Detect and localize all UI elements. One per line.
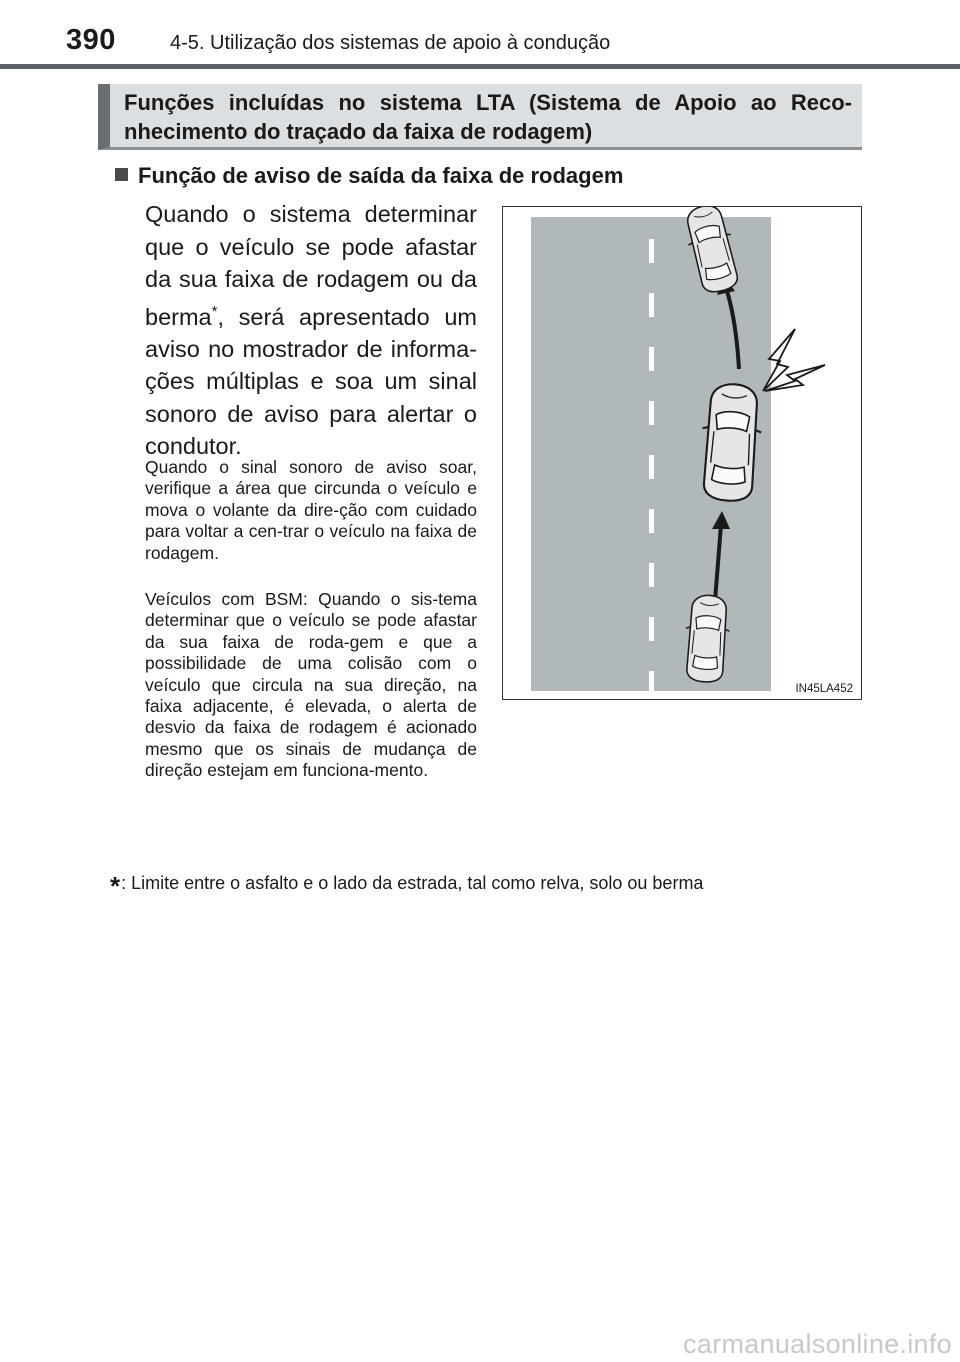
- road-diagram: [503, 207, 861, 699]
- topic-banner: [98, 84, 862, 150]
- main-paragraph-start: Quando o sistema determinar que o veículo se pode afastar da sua faixa de rodagem ou da berma: [145, 201, 477, 330]
- main-paragraph-end: , será apresentado um aviso no mostrador de informa-ções múltiplas e soa um sinal sonoro de aviso para alertar o condutor.: [145, 303, 477, 460]
- subsection-heading-text: Função de aviso de saída da faixa de rodagem: [138, 163, 624, 188]
- banner-title: Funções incluídas no sistema LTA (Sistema de Apoio ao Reco-nhecimento do traçado da faixa de rodagem): [124, 90, 852, 144]
- figure-code: IN45LA452: [795, 683, 853, 695]
- lane-departure-illustration: [502, 206, 862, 700]
- square-bullet-icon: [115, 168, 128, 181]
- section-title: 4-5. Utilização dos sistemas de apoio à condução: [170, 32, 611, 54]
- footnote-marker: *: [110, 871, 121, 901]
- watermark: carmanualsonline.info: [683, 1329, 952, 1359]
- footnote: [110, 871, 703, 902]
- page-number: 390: [66, 24, 116, 56]
- header-divider: [0, 64, 960, 69]
- footnote-reference: *: [211, 302, 218, 320]
- bsm-note-paragraph: Veículos com BSM: Quando o sis-tema determinar que o veículo se pode afastar da sua faixa de roda-gem e que a possibilidade de uma colisão com o veículo que circula na sua direção, na faixa adjacente, é elevada, o alerta de desvio da faixa de rodagem é acionado mesmo que os sinais de mudança de direção estejam em funciona-mento.: [145, 589, 477, 781]
- page-header: [0, 0, 960, 70]
- main-paragraph: [145, 198, 477, 463]
- footnote-text: : Limite entre o asfalto e o lado da estrada, tal como relva, solo ou berma: [121, 873, 704, 893]
- warning-lightning-icon: [763, 329, 825, 391]
- note-paragraph: Quando o sinal sonoro de aviso soar, verifique a área que circunda o veículo e mova o volante da dire-ção com cuidado para voltar a cen-trar o veículo na faixa de rodagem.: [145, 457, 477, 563]
- lane-centerline: [649, 239, 654, 691]
- subsection-heading: [115, 163, 623, 189]
